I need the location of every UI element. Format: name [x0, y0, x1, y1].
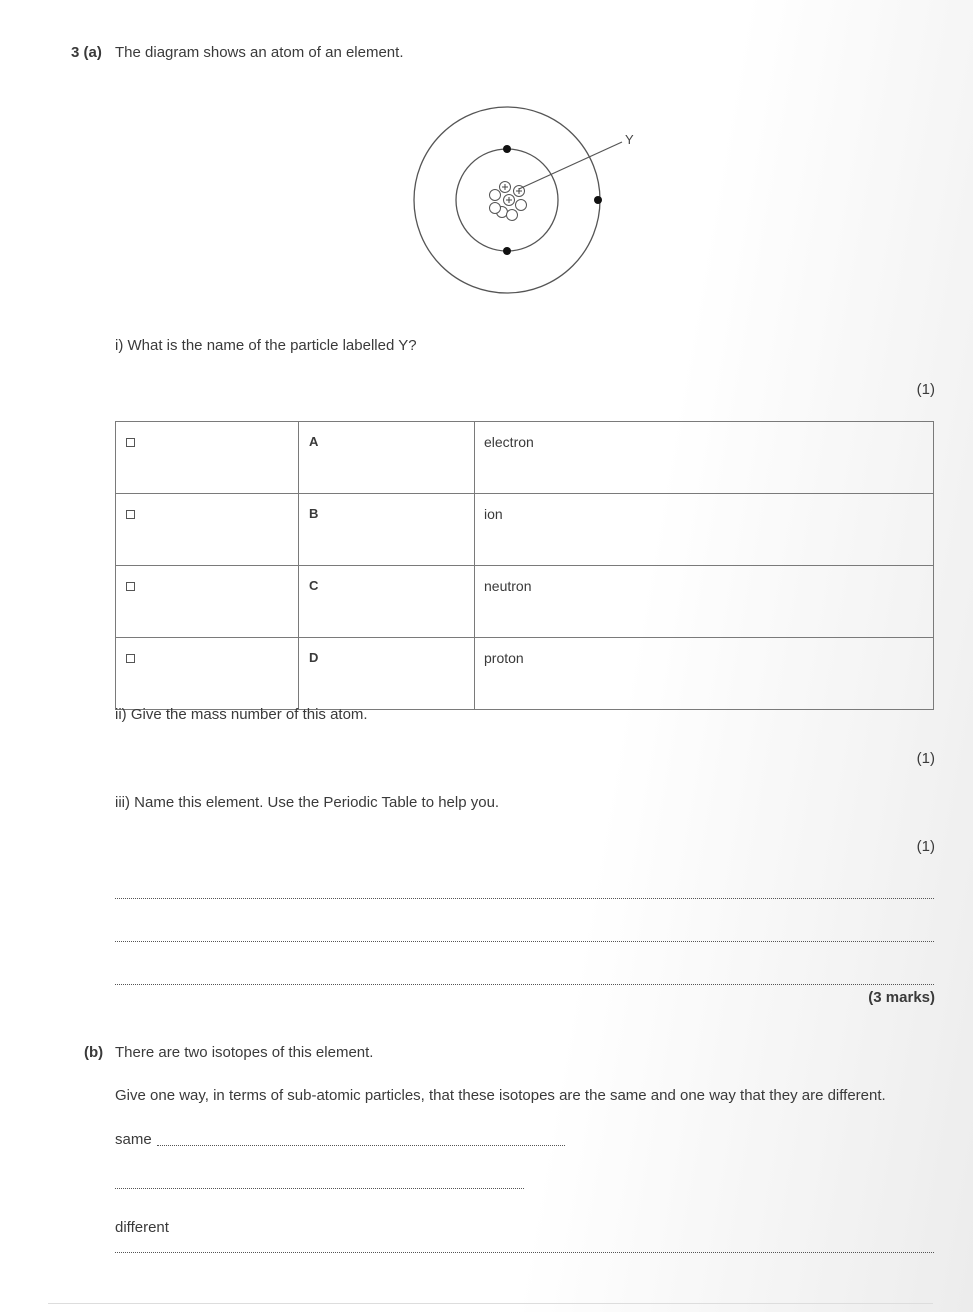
answer-line-1[interactable]	[115, 898, 934, 899]
answer-options-table	[115, 421, 934, 710]
label-y-pointer	[519, 142, 622, 189]
same-label: same	[115, 1131, 152, 1148]
option-c-letter: C	[299, 566, 475, 638]
label-y: Y	[625, 132, 634, 147]
part-b-prompt: Give one way, in terms of sub-atomic particles, that these isotopes are the same and one way that they are different.	[115, 1087, 886, 1104]
part-iii-marks: (1)	[916, 838, 935, 855]
option-a-text: electron	[475, 422, 934, 494]
option-b-letter: B	[299, 494, 475, 566]
option-c-checkbox[interactable]	[126, 582, 135, 591]
option-row-b[interactable]	[116, 494, 934, 566]
question-number: 3 (a)	[71, 44, 102, 61]
part-i-marks: (1)	[916, 381, 935, 398]
option-d-checkbox[interactable]	[126, 654, 135, 663]
option-b-checkbox[interactable]	[126, 510, 135, 519]
option-row-c[interactable]	[116, 566, 934, 638]
part-b-intro: There are two isotopes of this element.	[115, 1044, 374, 1061]
option-a-letter: A	[299, 422, 475, 494]
option-b-text: ion	[475, 494, 934, 566]
same-answer-line[interactable]	[157, 1145, 565, 1146]
answer-line-2[interactable]	[115, 941, 934, 942]
part-ii-prompt: ii) Give the mass number of this atom.	[115, 706, 368, 723]
option-row-a[interactable]	[116, 422, 934, 494]
total-marks: (3 marks)	[868, 989, 935, 1006]
part-i-prompt: i) What is the name of the particle labelled Y?	[115, 337, 417, 354]
atom-diagram	[405, 100, 645, 300]
electron-bottom	[503, 247, 511, 255]
question-intro: The diagram shows an atom of an element.	[115, 44, 404, 61]
option-a-checkbox[interactable]	[126, 438, 135, 447]
answer-line-3[interactable]	[115, 984, 934, 985]
page-footer-divider	[48, 1303, 933, 1304]
option-d-letter: D	[299, 638, 475, 710]
part-b-number: (b)	[84, 1044, 104, 1061]
electron-top	[503, 145, 511, 153]
part-ii-marks: (1)	[916, 750, 935, 767]
different-answer-line[interactable]	[115, 1252, 934, 1253]
different-label: different	[115, 1219, 169, 1236]
electron-right	[594, 196, 602, 204]
option-d-text: proton	[475, 638, 934, 710]
option-row-d[interactable]	[116, 638, 934, 710]
option-c-text: neutron	[475, 566, 934, 638]
part-iii-prompt: iii) Name this element. Use the Periodic Table to help you.	[115, 794, 500, 811]
same-answer-line-2[interactable]	[115, 1188, 524, 1189]
